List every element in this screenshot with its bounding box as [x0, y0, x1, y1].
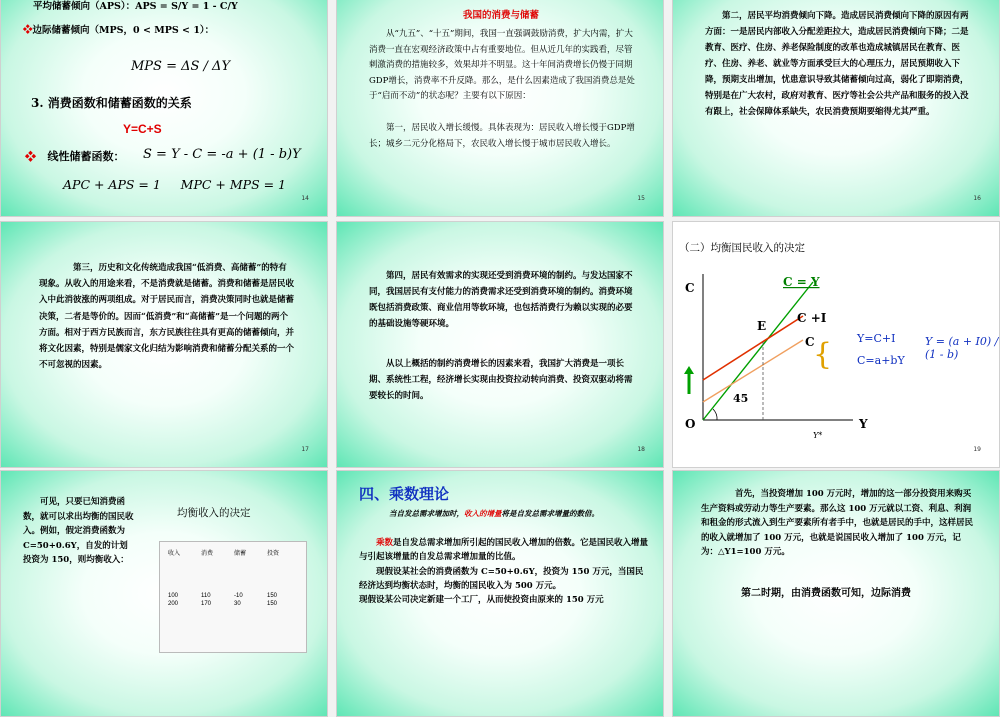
- paragraph: 从以上概括的制约消费增长的因素来看，我国扩大消费是一项长期、系统性工程，经济增长实现由投资拉动转向消费、投资双驱动将需要较长的时间。: [369, 359, 633, 401]
- table-cell: 200: [168, 601, 179, 607]
- highlight-text: 收入的增量: [464, 509, 502, 518]
- paragraph: 首先，当投资增加 100 万元时，增加的这一部分投资用来购买生产资料或劳动力等生产要素。那么这 100 万元就以工资、利息、利润和租金的形式流入到生产要素所有者手中，也就是居民的手中，这样居民的收入就增加了 100 万元，也就是说国民收入增加了 100 万元，记为：△Y1=100 万元。: [701, 489, 974, 557]
- slide-number: 19: [973, 446, 981, 453]
- bullet-icon: ❖: [25, 150, 36, 163]
- table-header-cell: 消费: [201, 551, 214, 557]
- slide-thumbnail-14[interactable]: [0, 0, 328, 217]
- table-header-cell: 收入: [168, 551, 181, 557]
- table-cell: 150: [267, 593, 278, 599]
- slide-thumbnail-18[interactable]: [336, 221, 664, 468]
- slide-title: 四、乘数理论: [359, 486, 450, 503]
- table-cell: 150: [267, 601, 278, 607]
- origin-label: O: [685, 417, 696, 431]
- linear-saving-formula: S = Y - C = -a + (1 - b)Y: [143, 147, 301, 162]
- definition: 乘数是自发总需求增加所引起的国民收入增加的倍数。它是国民收入增量与引起该增量的自发总需求增加量的比值。: [359, 538, 649, 562]
- equilibrium-result: Y = (a + I0) / (1 - b): [925, 335, 999, 361]
- eq-y-c-i: Y=C+I: [857, 332, 896, 345]
- y-star-label: Y*: [813, 431, 823, 440]
- income-table: [159, 541, 307, 653]
- slide-thumbnail-16[interactable]: [672, 0, 1000, 217]
- paragraph: 可见，只要已知消费函数，就可以求出均衡的国民收入。例如，假定消费函数为 C=50+0.6Y，自发的计划投资为 150，则均衡收入：: [23, 497, 134, 565]
- slide-number: 14: [301, 195, 309, 202]
- mps-label: ❖边际储蓄倾向（MPS，0 < MPS < 1）：: [23, 25, 215, 36]
- paragraph: 第三，历史和文化传统造成我国“低消费、高储蓄”的特有现象。从收入的用途来看，不是消费就是储蓄。消费和储蓄是居民收入中此消彼涨的两项组成。对于居民而言，消费决策同时也就是储蓄决策，二者是等价的。因而“低消费”和“高储蓄”是一个问题的两个方面。相对于西方民族而言，东方民族往往具有更高的储蓄倾向，并将文化因素，特别是儒家文化归结为影响消费和储蓄分配关系的一个不可忽视的因素。: [39, 263, 295, 371]
- slide-number: 15: [637, 195, 645, 202]
- slide-thumbnail-21[interactable]: [336, 470, 664, 717]
- table-cell: 30: [234, 601, 241, 607]
- slide-title: 我国的消费与储蓄: [462, 10, 539, 21]
- table-header-row: [160, 542, 306, 557]
- table-header-cell: 投资: [267, 551, 280, 557]
- table-cell: 100: [168, 593, 179, 599]
- sum-formula: APC + APS = 1 MPC + MPS = 1: [63, 177, 287, 192]
- example-paragraph: 现假设某社会的消费函数为 C=50+0.6Y，投资为 150 万元，当国民经济达到均衡状态时，均衡的国民收入为 500 万元。: [359, 567, 644, 591]
- table-header-cell: 储蓄: [234, 551, 247, 557]
- eq-consumption: C=a+bY: [857, 354, 905, 367]
- bullet-icon: ❖: [23, 25, 33, 36]
- slide-thumbnail-22[interactable]: [672, 470, 1000, 717]
- table-title: 均衡收入的决定: [177, 507, 251, 519]
- table-cell: 170: [201, 601, 212, 607]
- paragraph: 第一，居民收入增长缓慢。具体表现为：居民收入增长慢于GDP增长；城乡二元分化格局下，农民收入增长慢于城市居民收入增长。: [369, 123, 635, 149]
- lead-text: 当自发总需求增加时，收入的增量将是自发总需求增量的数倍。: [389, 509, 599, 518]
- slide-thumbnail-20[interactable]: [0, 470, 328, 717]
- slide-thumbnail-15[interactable]: [336, 0, 664, 217]
- table-cell: -10: [234, 593, 243, 599]
- arrow-up-icon: [684, 366, 694, 374]
- slide-number: 16: [973, 195, 981, 202]
- slide-number: 17: [301, 446, 309, 453]
- y-axis-label: C: [685, 281, 695, 295]
- point-e-label: E: [757, 319, 767, 333]
- paragraph: 第二，居民平均消费倾向下降。造成居民消费倾向下降的原因有两方面：一是居民内部收入分配差距拉大，造成居民消费倾向下降；二是教育、医疗、住房、养老保险制度的改革也造成城镇居民在教育、医疗、住房、养老、就业等方面承受巨大的心理压力，居民预期收入下降，预期支出增加，忧患意识导致其储蓄倾向过高，弱化了即期消费，特别是在广大农村，政府对教育、医疗等社会公共产品和服务的投入没有跟上，社会保障体系缺失，农民消费预期要缩得尤其严重。: [705, 11, 969, 117]
- table-row: [160, 599, 306, 607]
- mps-formula: MPS = ΔS / ΔY: [131, 59, 231, 74]
- table-cell: 110: [201, 593, 211, 599]
- definition-term: 乘数: [376, 538, 394, 548]
- slide-thumbnail-19[interactable]: [672, 221, 1000, 468]
- brace-icon: {: [813, 337, 833, 372]
- paragraph: 第二时期，由消费函数可知，边际消费: [741, 588, 911, 599]
- aps-formula: 平均储蓄倾向（APS）：APS = S/Y = 1 - C/Y: [33, 1, 238, 12]
- section-heading: 3. 消费函数和储蓄函数的关系: [31, 96, 192, 110]
- x-axis-label: Y: [859, 417, 868, 431]
- paragraph: 从“九五”、“十五”期间，我国一直强调鼓励消费，扩大内需，扩大消费一直在宏观经济政策中占有重要地位。但从近几年的实践看，尽管刺激消费的措施较多，效果却并不明显。这十年间消费增长仍慢于同期GDP增长，消费率不升反降。那么，是什么因素造成了我国消费总是处于“启而不动”的状态呢？主要有以下原因：: [369, 29, 635, 101]
- linear-saving-label: ❖ 线性储蓄函数：: [25, 150, 125, 163]
- angle-arc: [713, 409, 717, 420]
- line-c-equals-y: [703, 282, 813, 420]
- slide-thumbnail-17[interactable]: [0, 221, 328, 468]
- table-row: [160, 557, 306, 599]
- slide-title: （二）均衡国民收入的决定: [679, 242, 805, 254]
- identity-formula: Y=C+S: [123, 122, 162, 136]
- angle-label: 45: [733, 392, 749, 405]
- paragraph: 第四，居民有效需求的实现还受到消费环境的制约。与发达国家不同，我国居民有支付能力的消费需求还受到消费环境的制约。消费环境既包括消费政策、商业信用等软环境，也包括消费行为赖以实现的必要的基础设施等硬环境。: [369, 271, 633, 329]
- slide-number: 18: [637, 446, 645, 453]
- line-c-plus-i-label: C +I: [797, 311, 827, 325]
- line-c-equals-y-label: C = Y: [783, 275, 820, 289]
- line-c-label: C: [805, 335, 815, 349]
- example-paragraph: 现假设某公司决定新建一个工厂，从而使投资由原来的 150 万元: [359, 595, 604, 605]
